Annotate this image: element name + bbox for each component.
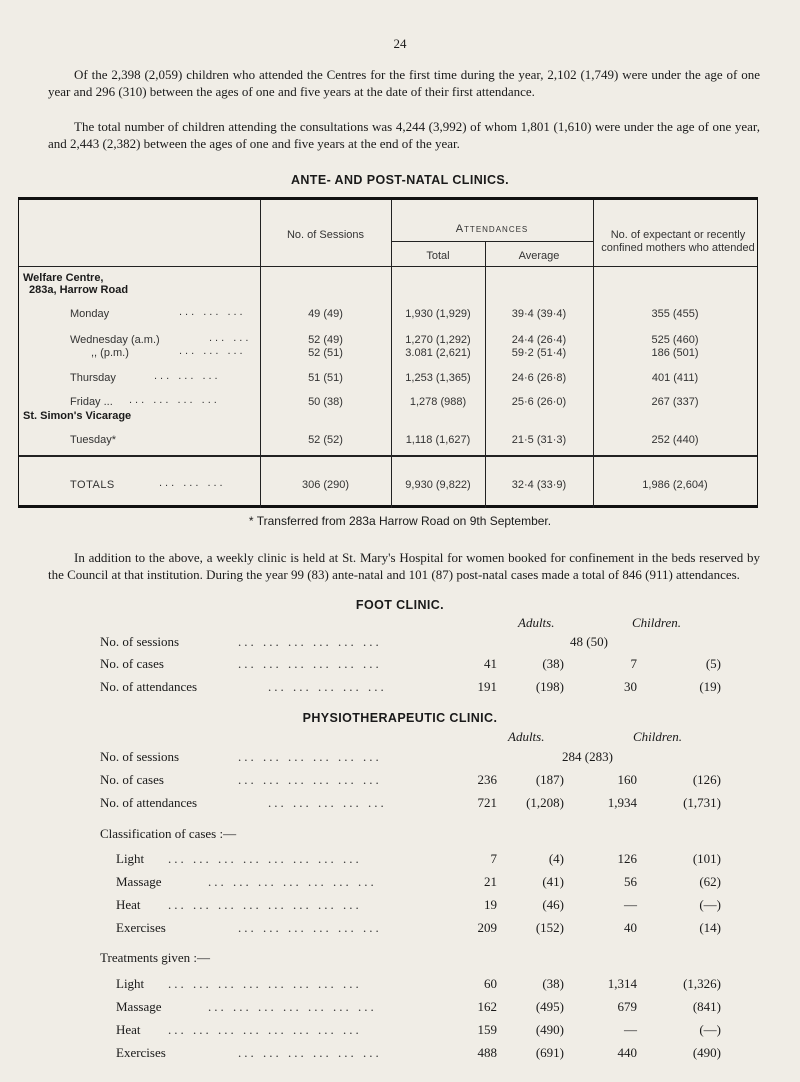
- header-sessions: No. of Sessions: [286, 229, 365, 241]
- adults-value: 41: [484, 656, 497, 671]
- table-row: [100, 1022, 740, 1042]
- row-label: Wednesday (a.m.): [70, 334, 160, 346]
- row-label: No. of sessions: [100, 749, 180, 764]
- cell-average: 39·4 (39·4): [511, 308, 567, 320]
- row-label: No. of sessions: [100, 634, 180, 649]
- treatments-label: Treatments given :—: [100, 950, 211, 965]
- row-label: Light: [116, 976, 145, 991]
- row-label: Light: [116, 851, 145, 866]
- table-row: [100, 851, 740, 871]
- cell-total: 1,930 (1,929): [405, 308, 471, 320]
- cell-mothers: 355 (455): [651, 308, 699, 320]
- children-value: —: [624, 1022, 637, 1037]
- leader-dots: ... ... ... ... ... ...: [238, 772, 382, 787]
- antenatal-title: ANTE- AND POST-NATAL CLINICS.: [290, 173, 510, 187]
- foot-children-header: Children.: [632, 615, 681, 630]
- row-label: Massage: [116, 999, 162, 1014]
- table-row: [100, 1045, 740, 1065]
- leader-dots: ... ... ...: [159, 477, 226, 489]
- header-attendances: Attendances: [455, 223, 529, 235]
- physio-adults-header: Adults.: [508, 729, 545, 744]
- cell-sessions: 52 (52): [308, 434, 343, 446]
- children-value: 56: [624, 874, 637, 889]
- table-row: [100, 897, 740, 917]
- children-value: 160: [617, 772, 637, 787]
- adults-value: 721: [477, 795, 497, 810]
- children-prev: (490): [692, 1045, 721, 1060]
- leader-dots: ... ... ...: [179, 306, 246, 318]
- table-row: [100, 920, 740, 940]
- children-value: —: [624, 897, 637, 912]
- row-label: Tuesday*: [70, 434, 117, 446]
- table-row: [100, 656, 740, 676]
- leader-dots: ... ... ... ... ... ... ... ...: [168, 1022, 362, 1037]
- leader-dots: ... ... ... ... ...: [268, 795, 387, 810]
- adults-value: 7: [490, 851, 497, 866]
- adults-value: 19: [484, 897, 497, 912]
- table-row: [100, 679, 740, 699]
- adults-prev: (495): [535, 999, 564, 1014]
- row-label: Exercises: [116, 1045, 166, 1060]
- row-label: No. of cases: [100, 656, 164, 671]
- adults-prev: (38): [542, 656, 564, 671]
- adults-value: 159: [477, 1022, 497, 1037]
- adults-prev: (691): [535, 1045, 564, 1060]
- cell-sessions: 51 (51): [308, 372, 343, 384]
- children-value: 7: [630, 656, 637, 671]
- children-value: 30: [624, 679, 637, 694]
- cell-sessions: 52 (51): [308, 347, 343, 359]
- cell-average: 59·2 (51·4): [511, 347, 567, 359]
- leader-dots: ... ... ...: [179, 345, 246, 357]
- row-label: No. of attendances: [100, 679, 198, 694]
- children-prev: (19): [699, 679, 721, 694]
- header-total: Total: [426, 250, 450, 262]
- children-prev: (1,326): [683, 976, 721, 991]
- adults-prev: (187): [535, 772, 564, 787]
- leader-dots: ... ... ... ... ... ... ... ...: [168, 897, 362, 912]
- table-row: [100, 976, 740, 996]
- leader-dots: ... ... ... ... ... ...: [238, 656, 382, 671]
- totals-average: 32·4 (33·9): [511, 479, 567, 491]
- adults-prev: (41): [542, 874, 564, 889]
- row-label: No. of attendances: [100, 795, 198, 810]
- children-prev: (1,731): [683, 795, 721, 810]
- adults-prev: (198): [535, 679, 564, 694]
- treatments-heading: [100, 950, 740, 970]
- row-label: Heat: [116, 897, 141, 912]
- children-value: 126: [617, 851, 637, 866]
- row-label: ,, (p.m.): [91, 347, 129, 359]
- totals-mothers: 1,986 (2,604): [642, 479, 708, 491]
- foot-sessions-value: 48 (50): [570, 634, 608, 649]
- adults-value: 21: [484, 874, 497, 889]
- children-value: 440: [617, 1045, 637, 1060]
- adults-value: 60: [484, 976, 497, 991]
- adults-prev: (46): [542, 897, 564, 912]
- children-prev: (841): [692, 999, 721, 1014]
- table-row: [100, 874, 740, 894]
- children-value: 1,934: [607, 795, 637, 810]
- adults-prev: (38): [542, 976, 564, 991]
- cell-total: 1,118 (1,627): [405, 434, 471, 446]
- row-label: Massage: [116, 874, 162, 889]
- foot-clinic-title: FOOT CLINIC.: [355, 598, 445, 612]
- header-average: Average: [518, 250, 560, 262]
- cell-sessions: 50 (38): [308, 396, 343, 408]
- cell-mothers: 401 (411): [651, 372, 699, 384]
- cell-average: 24·6 (26·8): [511, 372, 567, 384]
- table-row: [100, 795, 740, 815]
- children-prev: (14): [699, 920, 721, 935]
- cell-mothers: 267 (337): [651, 396, 699, 408]
- table-row: [100, 999, 740, 1019]
- cell-mothers: 186 (501): [651, 347, 699, 359]
- foot-adults-header: Adults.: [518, 615, 555, 630]
- leader-dots: ... ... ... ... ... ... ...: [208, 999, 377, 1014]
- cell-average: 24·4 (26·4): [511, 334, 567, 346]
- children-value: 1,314: [607, 976, 637, 991]
- children-prev: (—): [699, 897, 721, 912]
- row-label: Friday ...: [70, 396, 113, 408]
- adults-value: 236: [477, 772, 497, 787]
- physio-sessions-value: 284 (283): [562, 749, 613, 764]
- adults-value: 209: [477, 920, 497, 935]
- adults-value: 488: [477, 1045, 497, 1060]
- physio-title: PHYSIOTHERAPEUTIC CLINIC.: [302, 711, 498, 725]
- centre-st-simons: St. Simon's Vicarage: [23, 410, 132, 422]
- adults-value: 191: [477, 679, 497, 694]
- totals-total: 9,930 (9,822): [405, 479, 471, 491]
- children-prev: (5): [705, 656, 721, 671]
- leader-dots: ... ... ... ... ... ... ... ...: [168, 851, 362, 866]
- adults-value: 162: [477, 999, 497, 1014]
- physio-sessions-row: [100, 749, 740, 769]
- intro-paragraph-1: Of the 2,398 (2,059) children who attended the Centres for the first time during the year, 2,102 (1,749) were under the age of one year and 296 (310) between the ages of one and five years at the date of their first attendance.: [48, 67, 760, 99]
- cell-total: 1,278 (988): [409, 396, 467, 408]
- children-prev: (126): [692, 772, 721, 787]
- cell-mothers: 252 (440): [651, 434, 699, 446]
- cell-total: 1,253 (1,365): [405, 372, 471, 384]
- leader-dots: ... ... ... ... ... ... ... ...: [168, 976, 362, 991]
- row-label: Thursday: [70, 372, 116, 384]
- leader-dots: ... ... ... ... ... ... ...: [208, 874, 377, 889]
- adults-prev: (1,208): [526, 795, 564, 810]
- table-footnote: * Transferred from 283a Harrow Road on 9th September.: [248, 514, 552, 528]
- classification-heading: [100, 826, 740, 846]
- cell-sessions: 52 (49): [308, 334, 343, 346]
- row-label: Monday: [70, 308, 110, 320]
- leader-dots: ... ... ...: [154, 370, 221, 382]
- children-value: 40: [624, 920, 637, 935]
- totals-sessions: 306 (290): [301, 479, 350, 491]
- antenatal-table: [18, 197, 758, 508]
- adults-prev: (490): [535, 1022, 564, 1037]
- children-prev: (—): [699, 1022, 721, 1037]
- physio-children-header: Children.: [633, 729, 682, 744]
- header-mothers: No. of expectant or recently confined mothers who attended: [601, 229, 755, 254]
- children-value: 679: [617, 999, 637, 1014]
- totals-label: TOTALS: [70, 479, 115, 491]
- cell-sessions: 49 (49): [308, 308, 343, 320]
- st-marys-paragraph: In addition to the above, a weekly clinic is held at St. Mary's Hospital for women booked for confinement in the beds reserved by the Council at that institution. During the year 99 (83) ante-natal and 101 (87) post-natal cases made a total of 846 (911) attendances.: [48, 550, 760, 582]
- classification-label: Classification of cases :—: [100, 826, 237, 841]
- leader-dots: ... ... ... ... ... ...: [238, 1045, 382, 1060]
- row-label: Heat: [116, 1022, 141, 1037]
- leader-dots: ... ... ... ... ...: [268, 679, 387, 694]
- children-prev: (62): [699, 874, 721, 889]
- page-number: 24: [393, 36, 407, 51]
- leader-dots: ... ... ... ... ... ...: [238, 749, 382, 764]
- row-label: Exercises: [116, 920, 166, 935]
- intro-paragraph-2: The total number of children attending the consultations was 4,244 (3,992) of whom 1,801 (1,610) were under the age of one year, and 2,443 (2,382) between the ages of one and five years at the end of the year.: [48, 119, 760, 151]
- leader-dots: ... ... ... ... ... ...: [238, 634, 382, 649]
- centre-welfare-address: 283a, Harrow Road: [29, 284, 129, 296]
- foot-sessions-row: [100, 634, 740, 654]
- table-row: [100, 772, 740, 792]
- cell-mothers: 525 (460): [651, 334, 699, 346]
- adults-prev: (152): [535, 920, 564, 935]
- leader-dots: ... ... ... ...: [129, 394, 220, 406]
- row-label: No. of cases: [100, 772, 164, 787]
- cell-total: 3.081 (2,621): [405, 347, 471, 359]
- adults-prev: (4): [548, 851, 564, 866]
- centre-welfare: Welfare Centre,: [23, 272, 104, 284]
- cell-total: 1,270 (1,292): [405, 334, 471, 346]
- leader-dots: ... ... ... ... ... ...: [238, 920, 382, 935]
- cell-average: 25·6 (26·0): [511, 396, 567, 408]
- leader-dots: ... ...: [209, 332, 252, 344]
- cell-average: 21·5 (31·3): [511, 434, 567, 446]
- children-prev: (101): [692, 851, 721, 866]
